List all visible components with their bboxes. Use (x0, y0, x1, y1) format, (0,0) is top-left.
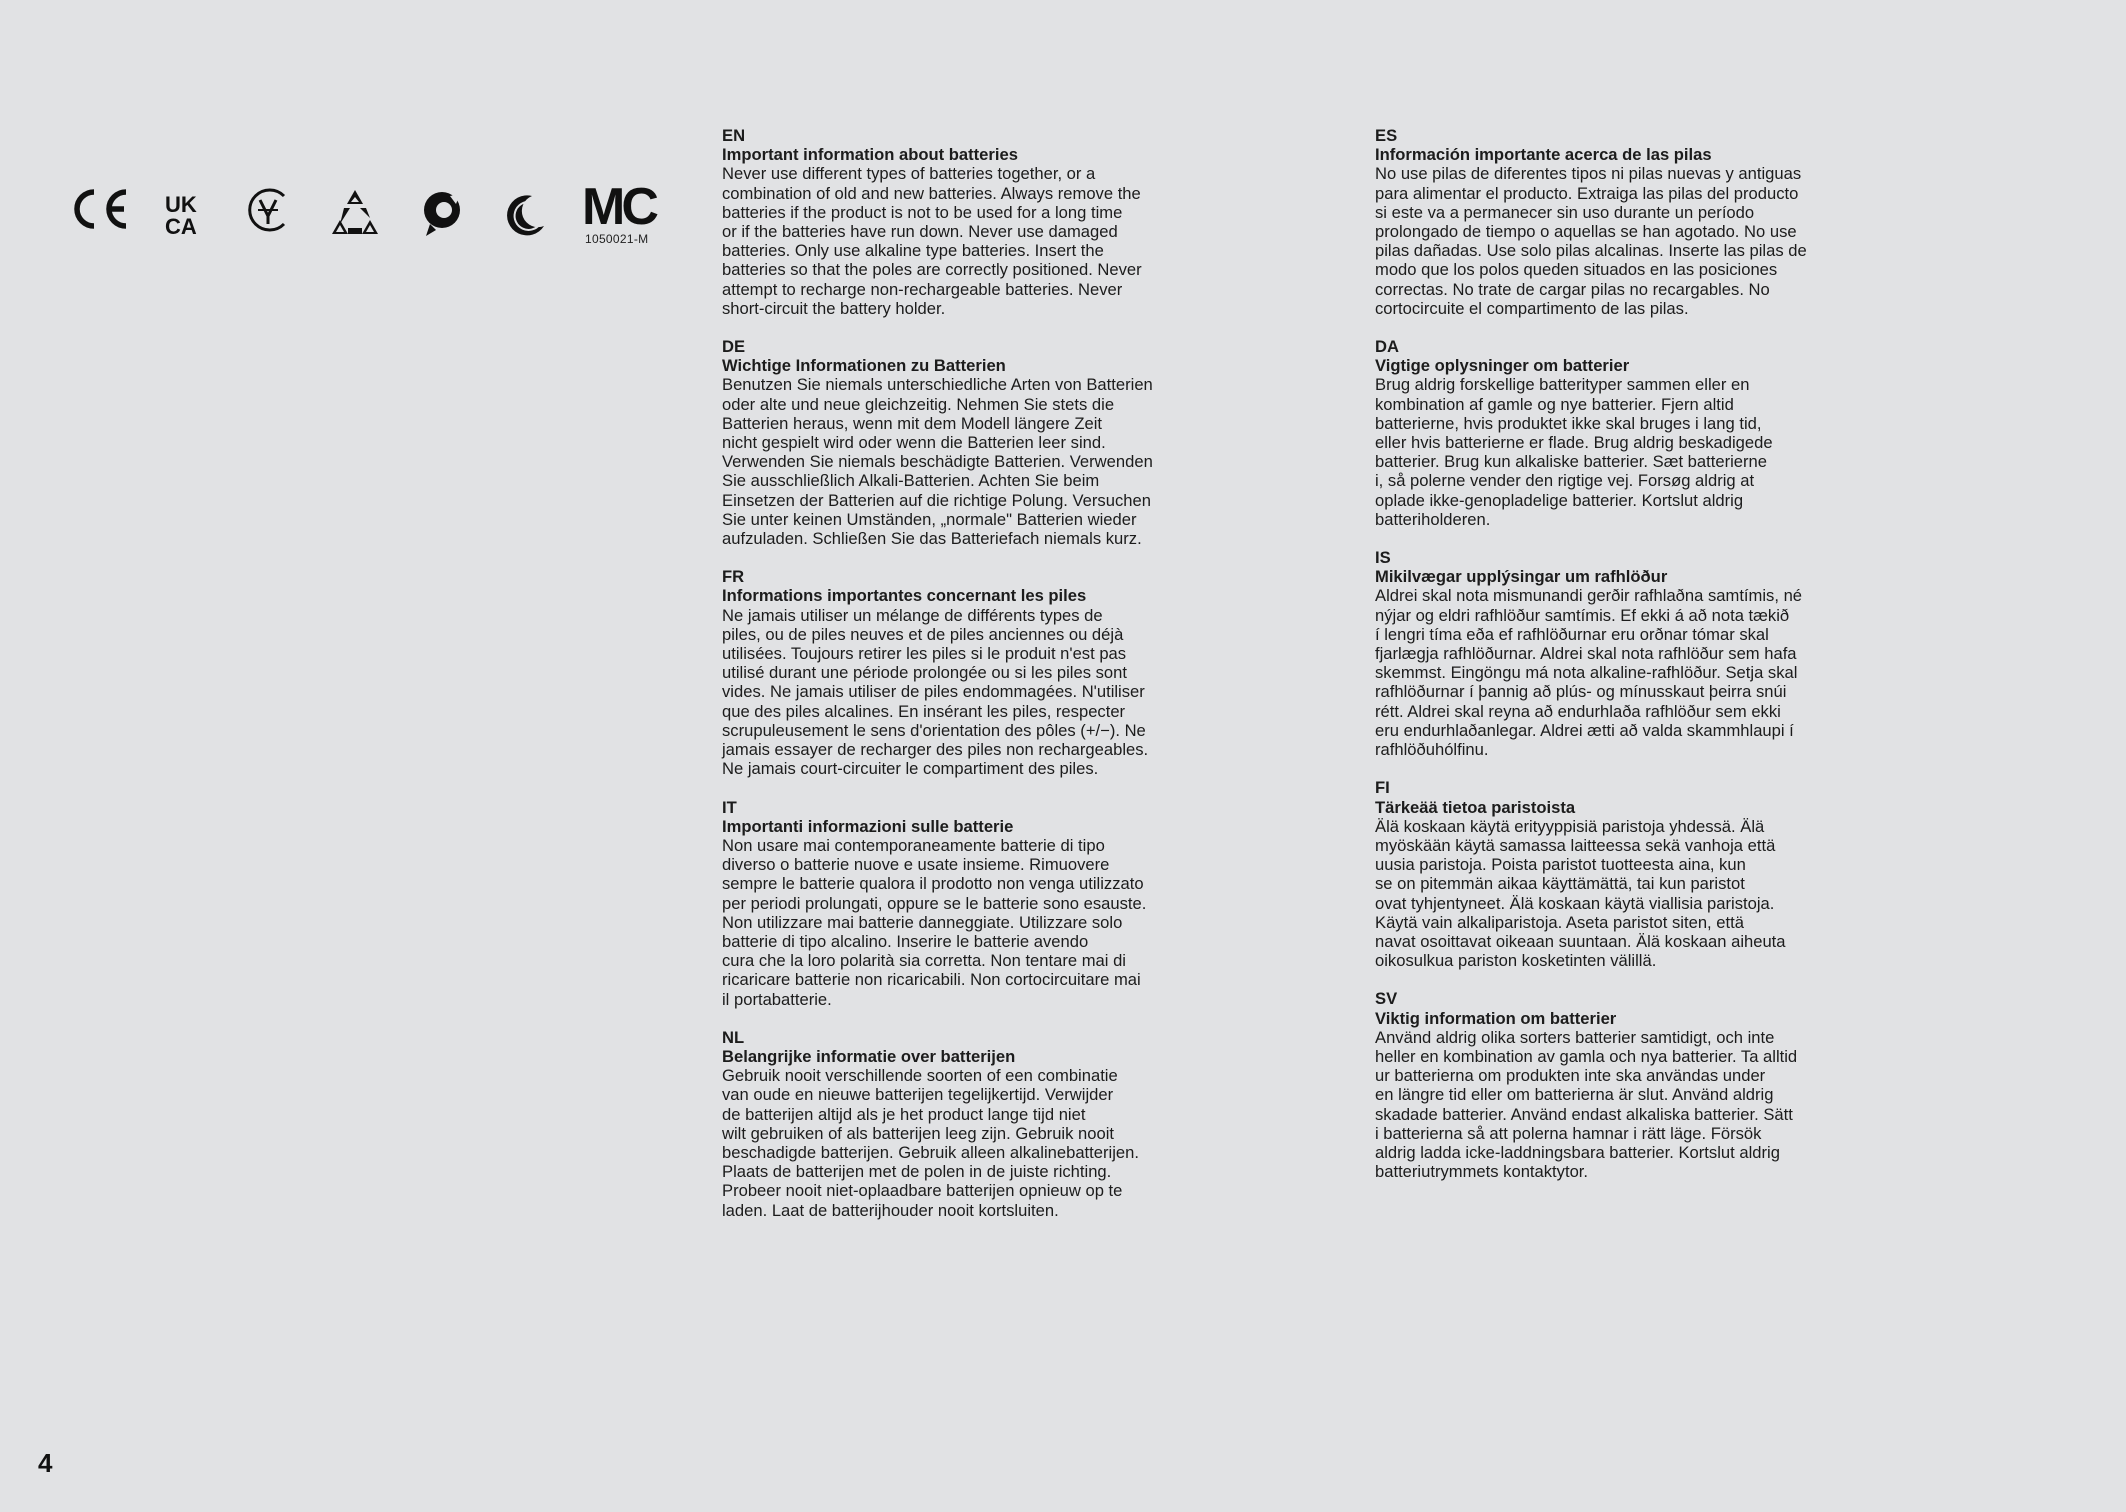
language-code: ES (1375, 126, 1398, 145)
ukca-mark-icon (164, 192, 208, 236)
section-heading: Vigtige oplysninger om batterier (1375, 356, 1630, 376)
language-section-is (1375, 548, 1855, 759)
language-section-fr (722, 567, 1202, 778)
section-body: Benutzen Sie niemals unterschiedliche Arten von Batterien oder alte und neue gleichzeitig. Nehmen Sie stets die Batterien heraus, wenn mit dem Modell längere Zeit nicht gespielt wird oder wenn die Batterien leer sind. Verwenden Sie niemals beschädigte Batterien. Verwenden Sie ausschließlich Alkali-Batterien. Achten Sie beim Einsetzen der Batterien auf die richtige Polung. Versuchen Sie unter keinen Umständen, „normale" Batterien wieder aufzuladen. Schließen Sie das Batteriefach niemals kurz. (722, 375, 1153, 549)
language-section-en (722, 126, 1202, 318)
section-body: Använd aldrig olika sorters batterier samtidigt, och inte heller en kombination av gamla och nya batterier. Ta alltid ur batterierna om produkten inte ska användas under en längre tid eller om batterierna är slut. Använd aldrig skadade batterier. Använd endast alkaliska batterier. Sätt i batterierna så att polerna hamnar i rätt läge. Försök aldrig ladda icke-laddningsbara batterier. Kortslut aldrig batteriutrymmets kontaktytor. (1375, 1027, 1798, 1182)
right-language-column (1375, 126, 1855, 1200)
ukca-top-text: UK (165, 192, 197, 217)
mc-mark-text: MC (582, 180, 655, 230)
section-body: Brug aldrig forskellige batterityper sammen eller en kombination af gamle og nye batterier. Fjern altid batterierne, hvis produktet ikke skal bruges i lang tid, eller hvis batterierne er flade. Brug aldrig beskadigede batterier. Brug kun alkaliske batterier. Sæt batterierne i, så polerne vender den rigtige vej. Forsøg aldrig at oplade ikke-genopladelige batterier. Kortslut aldrig batteriholderen. (1375, 375, 1773, 529)
conformity-mark-icon (244, 186, 292, 234)
language-code: FI (1375, 778, 1390, 798)
section-heading: Mikilvægar upplýsingar um rafhlöður (1375, 567, 1668, 587)
section-heading: Informations importantes concernant les piles (722, 586, 1087, 606)
crescent-mark-icon (500, 190, 548, 238)
recycling-triangle-icon (326, 188, 384, 238)
language-code: DE (722, 337, 746, 357)
language-section-fi (1375, 778, 1855, 970)
section-body: Älä koskaan käytä erityyppisiä paristoja yhdessä. Älä myöskään käytä samassa laitteessa sekä vanhoja että uusia paristoja. Poista paristot tuotteesta aina, kun se on pitemmän aikaa käyttämättä, tai kun paristot ovat tyhjentyneet. Älä koskaan käytä viallisia paristoja. Käytä vain alkaliparistoja. Aseta paristot siten, että navat osoittavat oikeaan suuntaan. Älä koskaan aiheuta oikosulkua pariston kosketinten välillä. (1375, 816, 1786, 971)
left-language-column (722, 126, 1202, 1239)
language-code: EN (722, 126, 746, 145)
mc-mark-icon (582, 180, 662, 230)
language-code: SV (1375, 989, 1398, 1009)
section-heading: Important information about batteries (722, 145, 1018, 165)
section-body: Gebruik nooit verschillende soorten of een combinatie van oude en nieuwe batterijen tegelijkertijd. Verwijder de batterijen altijd als je het product lange tijd niet wilt gebruiken of als batterijen leeg zijn. Gebruik nooit beschadigde batterijen. Gebruik alleen alkalinebatterijen. Plaats de batterijen met de polen in de juiste richting. Probeer nooit niet-oplaadbare batterijen opnieuw op te laden. Laat de batterijhouder nooit kortsluiten. (722, 1066, 1139, 1220)
section-heading: Tärkeää tietoa paristoista (1375, 797, 1576, 817)
section-body: Aldrei skal nota mismunandi gerðir rafhlaðna samtímis, né nýjar og eldri rafhlöður samtímis. Ef ekki á að nota tækið í lengri tíma eða ef rafhlöðurnar eru orðnar tómar skal fjarlægja rafhlöðurnar. Aldrei skal nota rafhlöður sem hafa skemmst. Eingöngu má nota alkaline-rafhlöður. Setja skal rafhlöðurnar í þannig að plús- og mínusskaut þeirra snúi rétt. Aldrei skal reyna að endurhlaða rafhlöður sem ekki eru endurhlaðanlegar. Aldrei ætti að valda skammhlaupi í rafhlöðuhólfinu. (1375, 586, 1803, 760)
recycling-swirl-icon (420, 188, 464, 238)
language-section-da (1375, 337, 1855, 529)
language-section-sv (1375, 989, 1855, 1181)
mc-certification-code: 1050021-M (585, 232, 649, 246)
section-body: Never use different types of batteries together, or a combination of old and new batteries. Always remove the batteries if the product is not to be used for a long time or if the batteries have run down. Never use damaged batteries. Only use alkaline type batteries. Insert the batteries so that the poles are correctly positioned. Never attempt to recharge non-rechargeable batteries. Never short-circuit the battery holder. (722, 164, 1142, 318)
certification-logos (68, 176, 668, 256)
language-code: IS (1375, 548, 1391, 568)
ukca-bottom-text: CA (165, 214, 197, 236)
language-section-de (722, 337, 1202, 548)
section-body: Ne jamais utiliser un mélange de différents types de piles, ou de piles neuves et de piles anciennes ou déjà utilisées. Toujours retirer les piles si le produit n'est pas utilisé durant une période prolongée ou si les piles sont vides. Ne jamais utiliser de piles endommagées. N'utiliser que des piles alcalines. En insérant les piles, respecter scrupuleusement le sens d'orientation des pôles (+/−). Ne jamais essayer de recharger des piles non rechargeables. Ne jamais court-circuiter le compartiment des piles. (722, 605, 1149, 779)
language-code: IT (722, 797, 737, 817)
language-code: FR (722, 567, 745, 587)
language-code: DA (1375, 337, 1399, 357)
language-section-nl (722, 1028, 1202, 1220)
section-body: Non usare mai contemporaneamente batterie di tipo diverso o batterie nuove e usate insieme. Rimuovere sempre le batterie qualora il prodotto non venga utilizzato per periodi prolungati, oppure se le batterie sono esauste. Non utilizzare mai batterie danneggiate. Utilizzare solo batterie di tipo alcalino. Inserire le batterie avendo cura che la loro polarità sia corretta. Non tentare mai di ricaricare batterie non ricaricabili. Non cortocircuitare mai il portabatterie. (722, 835, 1147, 1009)
section-heading: Información importante acerca de las pilas (1375, 145, 1712, 165)
section-body: No use pilas de diferentes tipos ni pilas nuevas y antiguas para alimentar el producto. Extraiga las pilas del producto si este va a permanecer sin uso durante un período prolongado de tiempo o aquellas se han agotado. No use pilas dañadas. Use solo pilas alcalinas. Inserte las pilas de modo que los polos queden situados en las posiciones correctas. No trate de cargar pilas no recargables. No cortocircuite el compartimento de las pilas. (1375, 164, 1807, 318)
page-number: 4 (38, 1448, 53, 1478)
section-heading: Belangrijke informatie over batterijen (722, 1046, 1016, 1066)
section-heading: Viktig information om batterier (1375, 1008, 1617, 1028)
section-heading: Importanti informazioni sulle batterie (722, 816, 1014, 836)
ce-mark-icon (70, 186, 130, 232)
language-section-es (1375, 126, 1855, 318)
language-section-it (722, 798, 1202, 1009)
section-heading: Wichtige Informationen zu Batterien (722, 356, 1006, 376)
language-code: NL (722, 1027, 745, 1047)
